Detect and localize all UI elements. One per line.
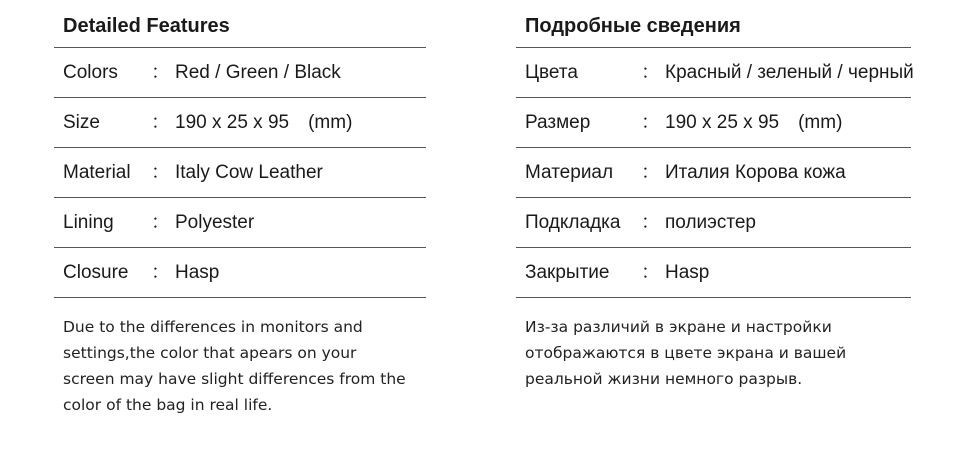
disclaimer-line: Due to the differences in monitors and: [63, 318, 363, 336]
feature-row-closure: [54, 248, 426, 298]
feature-separator: ：: [151, 262, 171, 283]
feature-separator: ：: [151, 212, 171, 233]
feature-value: полиэстер: [665, 212, 756, 233]
feature-label: Подкладка: [525, 212, 621, 233]
feature-row-material: [516, 148, 911, 198]
feature-label: Цвета: [525, 62, 578, 83]
feature-separator: ：: [151, 162, 171, 183]
feature-row-lining: [516, 198, 911, 248]
feature-row-size: [54, 98, 426, 148]
disclaimer-line: color of the bag in real life.: [63, 396, 273, 414]
feature-label: Size: [63, 112, 100, 133]
feature-separator: ：: [641, 262, 661, 283]
disclaimer-line: Из-за различий в экране и настройки: [525, 318, 832, 336]
feature-value: Hasp: [665, 262, 710, 283]
feature-label: Закрытие: [525, 262, 610, 283]
disclaimer-line: screen may have slight differences from the: [63, 370, 406, 388]
features-panel-en: [54, 0, 426, 298]
feature-label: Colors: [63, 62, 118, 83]
feature-value: Красный / зеленый / черный: [665, 62, 914, 83]
feature-value: Red / Green / Black: [175, 62, 341, 83]
feature-value: Polyester: [175, 212, 255, 233]
features-title: Detailed Features: [54, 0, 426, 48]
feature-separator: ：: [641, 62, 661, 83]
feature-value: Italy Cow Leather: [175, 162, 323, 183]
color-disclaimer-ru: [525, 314, 925, 392]
feature-row-size: [516, 98, 911, 148]
feature-separator: ：: [641, 112, 661, 133]
feature-label: Material: [63, 162, 131, 183]
feature-row-material: [54, 148, 426, 198]
disclaimer-line: settings,the color that apears on your: [63, 344, 357, 362]
feature-value: 190 x 25 x 95 (mm): [665, 112, 843, 133]
features-title: Подробные сведения: [516, 0, 911, 48]
features-panel-ru: [516, 0, 914, 298]
feature-separator: ：: [641, 162, 661, 183]
feature-label: Размер: [525, 112, 591, 133]
disclaimer-line: реальной жизни немного разрыв.: [525, 370, 803, 388]
feature-separator: ：: [151, 112, 171, 133]
feature-value: Hasp: [175, 262, 220, 283]
feature-value: 190 x 25 x 95 (mm): [175, 112, 353, 133]
disclaimer-line: отображаются в цвете экрана и вашей: [525, 344, 847, 362]
feature-row-closure: [516, 248, 911, 298]
color-disclaimer-en: [63, 314, 453, 418]
feature-separator: ：: [641, 212, 661, 233]
feature-label: Closure: [63, 262, 129, 283]
feature-label: Lining: [63, 212, 114, 233]
feature-value: Италия Корова кожа: [665, 162, 846, 183]
feature-row-colors: [516, 48, 914, 98]
feature-separator: ：: [151, 62, 171, 83]
feature-label: Материал: [525, 162, 614, 183]
feature-row-lining: [54, 198, 426, 248]
feature-row-colors: [54, 48, 426, 98]
